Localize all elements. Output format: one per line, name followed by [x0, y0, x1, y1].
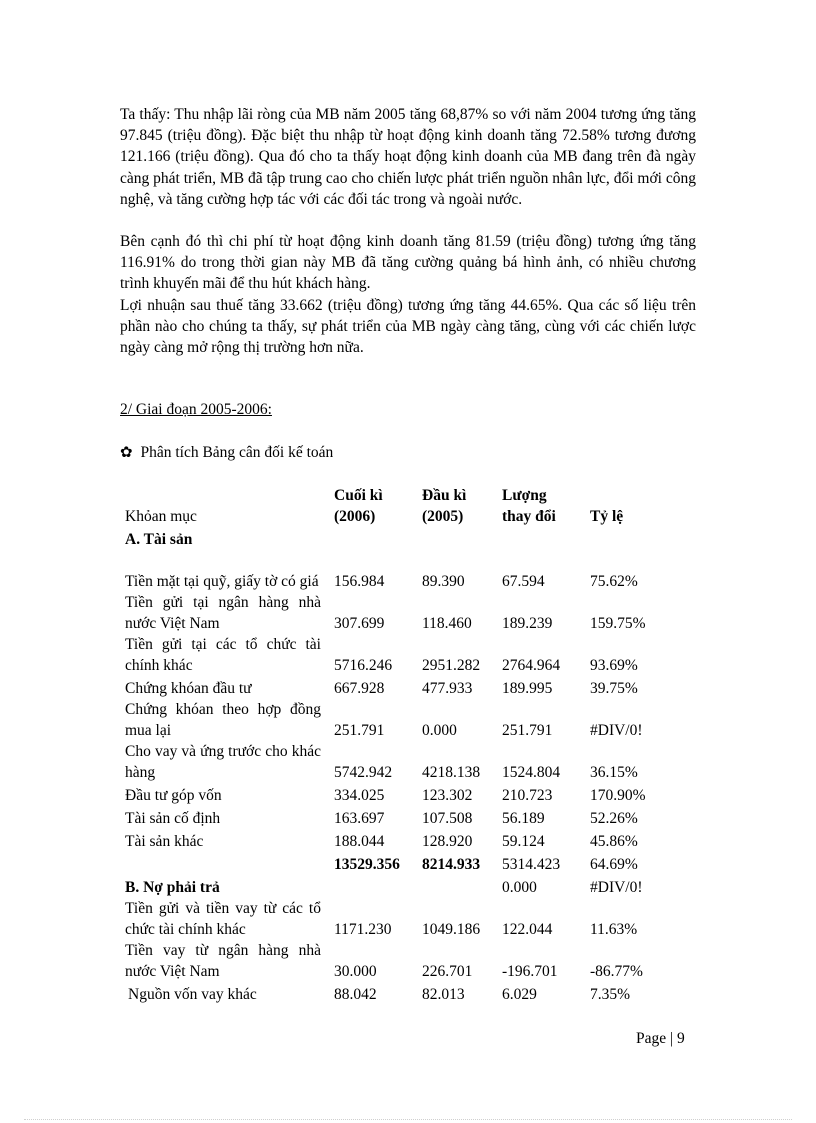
cell-change: 67.594	[502, 573, 545, 590]
section-b-ratio: #DIV/0!	[590, 879, 643, 896]
cell-end: 88.042	[334, 986, 377, 1003]
row-label: Tiền gửi và tiền vay từ các tổ chức tài chính khác	[125, 900, 321, 938]
paragraph-income: Ta thấy: Thu nhập lãi ròng của MB năm 2005 tăng 68,87% so với năm 2004 tương ứng tăng 97.845 (triệu đồng). Đặc biệt thu nhập từ hoạt động kinh doanh tăng 72.58% tương đương 121.166 (triệu đồng). Qua đó cho ta thấy hoạt động kinh doanh của MB đang trên đà ngày càng phát triển, MB đã tập trung cao cho chiến lược phát triển nguồn nhân lực, đổi mới công nghệ, và tăng cường hợp tác với các đối tác trong và ngoài nước.	[120, 106, 696, 208]
cell-start: 477.933	[422, 680, 473, 697]
row-label: Tiền gửi tại các tổ chức tài chính khác	[125, 636, 321, 674]
page-divider	[24, 1119, 792, 1120]
table-header-row	[122, 485, 670, 527]
row-label: Đầu tư góp vốn	[125, 787, 222, 804]
cell-ratio: 45.86%	[590, 833, 638, 850]
table-row	[122, 783, 670, 806]
cell-start: 4218.138	[422, 764, 481, 781]
cell-start: 82.013	[422, 986, 465, 1003]
cell-start: 226.701	[422, 963, 473, 980]
section-a-row	[122, 527, 670, 550]
cell-ratio: 93.69%	[590, 657, 638, 674]
cell-start: 2951.282	[422, 657, 481, 674]
cell-ratio: 36.15%	[590, 764, 638, 781]
cell-change: 1524.804	[502, 764, 561, 781]
cell-ratio: 7.35%	[590, 986, 631, 1003]
row-label: Cho vay và ứng trước cho khác hàng	[125, 743, 321, 781]
section-b-change: 0.000	[502, 879, 537, 896]
table-row	[122, 982, 670, 1005]
cell-change: 2764.964	[502, 657, 561, 674]
cell-end: 5716.246	[334, 657, 393, 674]
section-b-row	[122, 875, 670, 898]
table-row	[122, 592, 670, 634]
cell-change: 56.189	[502, 810, 545, 827]
flower-bullet-icon: ✿	[120, 445, 133, 461]
section-a-label: A. Tài sản	[125, 531, 193, 548]
table-row	[122, 806, 670, 829]
cell-start: 123.302	[422, 787, 473, 804]
subsection-heading	[120, 443, 333, 462]
cell-end: 307.699	[334, 615, 385, 632]
row-label: Tài sản khác	[125, 833, 204, 850]
row-label: Chứng khóan đầu tư	[125, 680, 252, 697]
cell-ratio: 52.26%	[590, 810, 638, 827]
cell-end: 334.025	[334, 787, 385, 804]
row-label: Chứng khóan theo hợp đồng mua lại	[125, 701, 321, 739]
cell-start: 0.000	[422, 722, 457, 739]
cell-start: 89.390	[422, 573, 465, 590]
balance-sheet-table	[122, 485, 670, 1005]
cell-end: 163.697	[334, 810, 385, 827]
header-end-period: Cuối kì (2006)	[334, 487, 383, 525]
total-change: 5314.423	[502, 856, 561, 873]
total-end: 13529.356	[334, 856, 400, 873]
page-number: Page | 9	[636, 1030, 685, 1047]
paragraph-expenses: Bên cạnh đó thì chi phí từ hoạt động kinh doanh tăng 81.59 (triệu đồng) tương ứng tăng 116.91% do trong thời gian này MB đã tăng cường quảng bá hình ảnh, có nhiều chương trình khuyến mãi để thu hút khách hàng.	[120, 233, 696, 293]
row-label: Tiền gửi tại ngân hàng nhà nước Việt Nam	[125, 594, 321, 632]
cell-change: 251.791	[502, 722, 553, 739]
cell-change: 189.239	[502, 615, 553, 632]
header-item: Khỏan mục	[125, 508, 197, 525]
cell-end: 156.984	[334, 573, 385, 590]
table-row	[122, 898, 670, 940]
cell-start: 118.460	[422, 615, 472, 632]
cell-change: 189.995	[502, 680, 553, 697]
row-label: Tài sản cố định	[125, 810, 221, 827]
row-label: Tiền vay từ ngân hàng nhà nước Việt Nam	[125, 942, 321, 980]
table-row	[122, 550, 670, 592]
subsection-title: Phân tích Bảng cân đối kế toán	[140, 444, 334, 461]
cell-start: 1049.186	[422, 921, 481, 938]
table-row	[122, 741, 670, 783]
cell-ratio: 75.62%	[590, 573, 638, 590]
table-row	[122, 829, 670, 852]
cell-end: 667.928	[334, 680, 385, 697]
cell-end: 5742.942	[334, 764, 393, 781]
table-row	[122, 940, 670, 982]
table-row	[122, 634, 670, 676]
cell-change: 122.044	[502, 921, 553, 938]
section-b-label: B. Nợ phải trả	[125, 879, 220, 896]
cell-start: 128.920	[422, 833, 473, 850]
cell-ratio: 39.75%	[590, 680, 638, 697]
header-ratio: Tỷ lệ	[590, 508, 624, 525]
total-a-row	[122, 852, 670, 875]
cell-end: 30.000	[334, 963, 377, 980]
row-label: Tiền mặt tại quỹ, giấy tờ có giá	[125, 573, 319, 590]
paragraph-profit: Lợi nhuận sau thuế tăng 33.662 (triệu đồng) tương ứng tăng 44.65%. Qua các số liệu trên phần nào cho chúng ta thấy, sự phát triển của MB ngày càng tăng, cùng với các chiến lược ngày càng mở rộng thị trường hơn nữa.	[120, 297, 696, 357]
cell-end: 188.044	[334, 833, 385, 850]
cell-change: 210.723	[502, 787, 553, 804]
section-title: 2/ Giai đoạn 2005-2006:	[120, 401, 272, 418]
cell-ratio: #DIV/0!	[590, 722, 643, 739]
table-row	[122, 699, 670, 741]
cell-end: 251.791	[334, 722, 385, 739]
row-label: Nguồn vốn vay khác	[128, 986, 257, 1003]
header-change: Lượng thay đổi	[502, 487, 556, 525]
total-start: 8214.933	[422, 856, 481, 873]
cell-change: 59.124	[502, 833, 545, 850]
cell-ratio: 11.63%	[590, 921, 638, 938]
cell-ratio: 170.90%	[590, 787, 646, 804]
cell-ratio: -86.77%	[590, 963, 643, 980]
total-ratio: 64.69%	[590, 856, 638, 873]
cell-start: 107.508	[422, 810, 473, 827]
cell-ratio: 159.75%	[590, 615, 646, 632]
cell-change: 6.029	[502, 986, 537, 1003]
header-start-period: Đầu kì (2005)	[422, 487, 467, 525]
cell-change: -196.701	[502, 963, 558, 980]
cell-end: 1171.230	[334, 921, 392, 938]
table-row	[122, 676, 670, 699]
